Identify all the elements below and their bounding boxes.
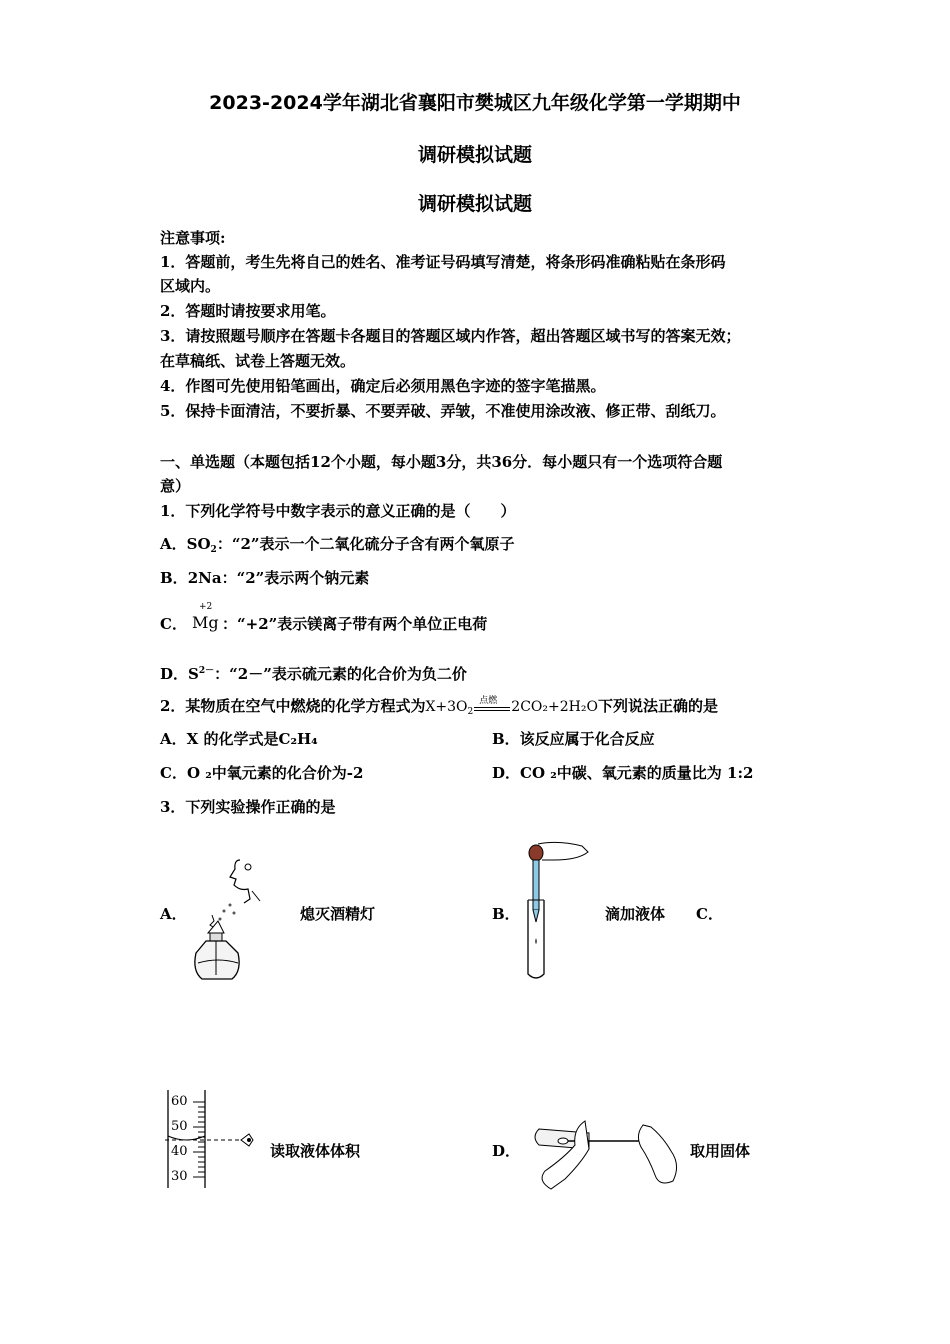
notice-heading: 注意事项: [160,229,226,247]
dropper-test-tube-figure [518,838,598,983]
notice-item: 在草稿纸、试卷上答题无效。 [160,352,356,370]
notice-item: 5．保持卡面清洁，不要折暴、不要弄破、弄皱，不准使用涂改液、修正带、刮纸刀。 [160,402,726,420]
notice-item: 2．答题时请按要求用笔。 [160,302,336,320]
option-label: D． [160,665,189,683]
option-label: B． [160,569,188,587]
q3-option-b-text: 滴加液体 [605,905,666,923]
test-tube-spoon-figure [525,1115,685,1195]
option-text: ：“2”表示一个二氧化硫分子含有两个氧原子 [216,535,515,553]
option-label: C． [160,615,187,633]
formula: 2Na [187,569,222,587]
q3-option-a-label: A． [160,905,187,923]
formula: Mg [192,613,219,632]
q1-stem: 1．下列化学符号中数字表示的意义正确的是（ ） [160,502,516,520]
alcohol-lamp-figure [190,855,280,985]
formula: SO [186,535,211,553]
notice-item: 1．答题前，考生先将自己的姓名、准考证号码填写清楚，将条形码准确粘贴在条形码 [160,253,726,271]
cylinder-tick-label: 40 [171,1144,188,1159]
formula-subscript: 2 [210,545,217,555]
q1-option-b [160,568,369,588]
page-title: 2023-2024学年湖北省襄阳市樊城区九年级化学第一学期期中 [209,92,741,114]
equation-left: X+3O [425,699,468,715]
notice-item: 4．作图可先使用铅笔画出，确定后必须用黑色字迹的签字笔描黑。 [160,377,606,395]
notice-item: 3．请按照题号顺序在答题卡各题目的答题区域内作答，超出答题区域书写的答案无效； [160,327,741,345]
stem-text: 下列说法正确的是 [597,697,718,715]
q2-option-c: C．O ₂中氧元素的化合价为-2 [160,764,364,782]
option-label: A． [160,535,187,553]
equation-subscript: 2 [467,707,474,717]
q2-option-a: A．X 的化学式是C₂H₄ [160,730,318,748]
q3-option-c-label: C． [696,905,723,923]
q3-option-d-label: D． [492,1142,521,1160]
q3-stem: 3．下列实验操作正确的是 [160,798,336,816]
notice-item: 区域内。 [160,277,221,295]
reaction-arrow [473,696,511,716]
section-heading: 一、单选题（本题包括12个小题，每小题3分，共36分．每小题只有一个选项符合题 [160,453,723,471]
option-text: ：“2－”表示硫元素的化合价为负二价 [214,665,467,683]
cylinder-tick-label: 30 [171,1169,188,1184]
option-text: ：“2”表示两个钠元素 [221,569,370,587]
q3-option-b-label: B． [492,905,520,923]
charge-superscript: +2 [199,602,213,612]
q1-option-d [160,661,467,684]
formula-superscript: 2－ [198,666,215,676]
option-text: ：“+2”表示镁离子带有两个单位正电荷 [222,615,488,633]
q3-option-d-text: 取用固体 [690,1142,751,1160]
reaction-condition: 点燃 [479,696,498,706]
q2-option-b: B．该反应属于化合反应 [492,730,655,748]
section-heading-cont: 意） [160,477,191,495]
page-subtitle: 调研模拟试题 [417,144,532,166]
page-subtitle-repeat: 调研模拟试题 [417,193,532,215]
formula: S [188,665,199,683]
q1-option-a [160,534,515,560]
q3-option-c-text: 读取液体体积 [270,1142,361,1160]
q2-stem [160,696,718,722]
cylinder-tick-label: 50 [171,1119,188,1134]
q2-option-d: D．CO ₂中碳、氧元素的质量比为 1:2 [492,764,754,782]
equation-right: 2CO₂+2H₂O [511,699,598,715]
stem-text: 2．某物质在空气中燃烧的化学方程式为 [160,697,426,715]
q3-option-a-text: 熄灭酒精灯 [300,905,376,923]
q1-option-c [160,614,187,634]
cylinder-tick-label: 60 [171,1094,188,1109]
